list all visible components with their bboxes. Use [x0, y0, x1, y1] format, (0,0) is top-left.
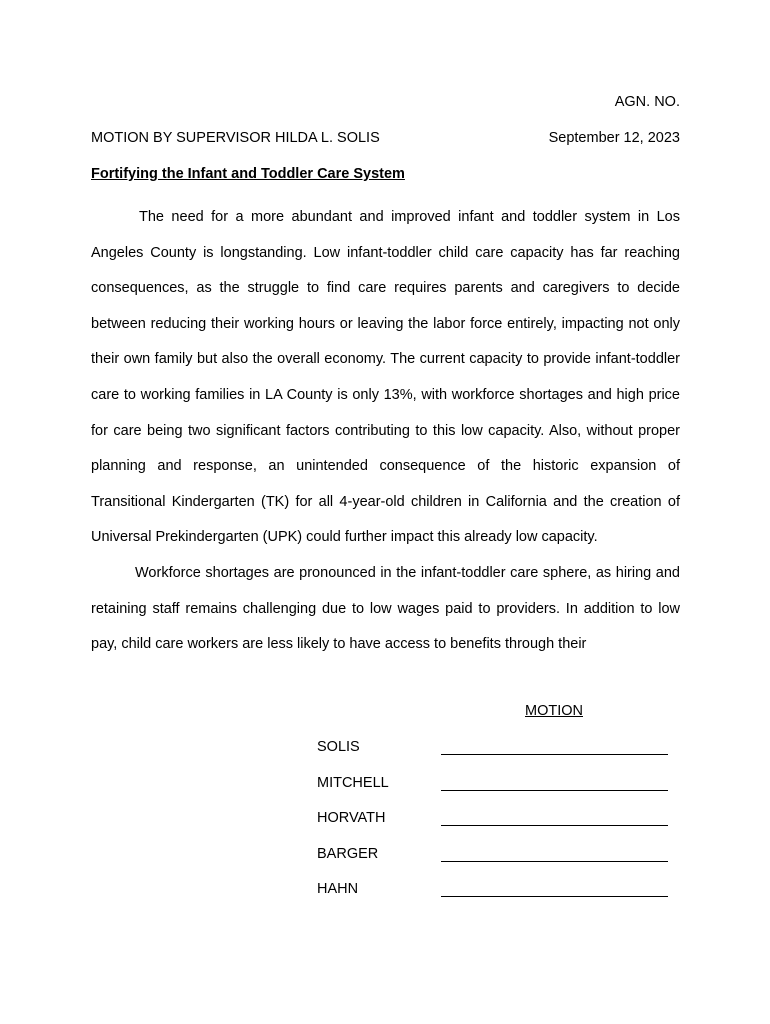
supervisor-name: HAHN: [317, 881, 359, 898]
vote-table: [317, 738, 669, 916]
document-title: Fortifying the Infant and Toddler Care System: [91, 166, 405, 182]
vote-signature-line: [441, 790, 668, 791]
body-text: [91, 200, 680, 663]
agenda-number: AGN. NO.: [614, 94, 680, 110]
vote-row-mitchell: [317, 774, 669, 810]
vote-signature-line: [441, 825, 668, 826]
supervisor-name: BARGER: [317, 845, 379, 862]
vote-signature-line: [441, 896, 668, 897]
vote-row-hahn: [317, 880, 669, 916]
document-page: [91, 0, 680, 1024]
vote-row-horvath: [317, 809, 669, 845]
vote-row-solis: [317, 738, 669, 774]
supervisor-name: MITCHELL: [317, 774, 389, 791]
vote-signature-line: [441, 861, 668, 862]
vote-row-barger: [317, 845, 669, 881]
vote-signature-line: [441, 754, 668, 755]
motion-date: September 12, 2023: [548, 130, 680, 146]
motion-by-line: MOTION BY SUPERVISOR HILDA L. SOLIS: [91, 130, 380, 146]
supervisor-name: SOLIS: [317, 739, 360, 755]
paragraph-2: Workforce shortages are pronounced in the infant-toddler care sphere, as hiring and retaining staff remains challenging due to low wages paid to providers. In addition to low pay, child care workers are less likely to have access to benefits through their: [91, 564, 680, 653]
motion-label: MOTION: [525, 703, 583, 719]
supervisor-name: HORVATH: [317, 810, 386, 827]
paragraph-1: The need for a more abundant and improved infant and toddler system in Los Angeles County is longstanding. Low infant-toddler child care capacity has far reaching consequences, as the struggle to find care requires parents and caregivers to decide between reducing their working hours or leaving the labor force entirely, impacting not only their own family but also the overall economy. The current capacity to provide infant-toddler care to working families in LA County is only 13%, with workforce shortages and high price for care being two significant factors contributing to this low capacity. Also, without proper planning and response, an unintended consequence of the historic expansion of Transitional Kindergarten (TK) for all 4-year-old children in California and the creation of Universal Prekindergarten (UPK) could further impact this already low capacity.: [91, 209, 680, 546]
